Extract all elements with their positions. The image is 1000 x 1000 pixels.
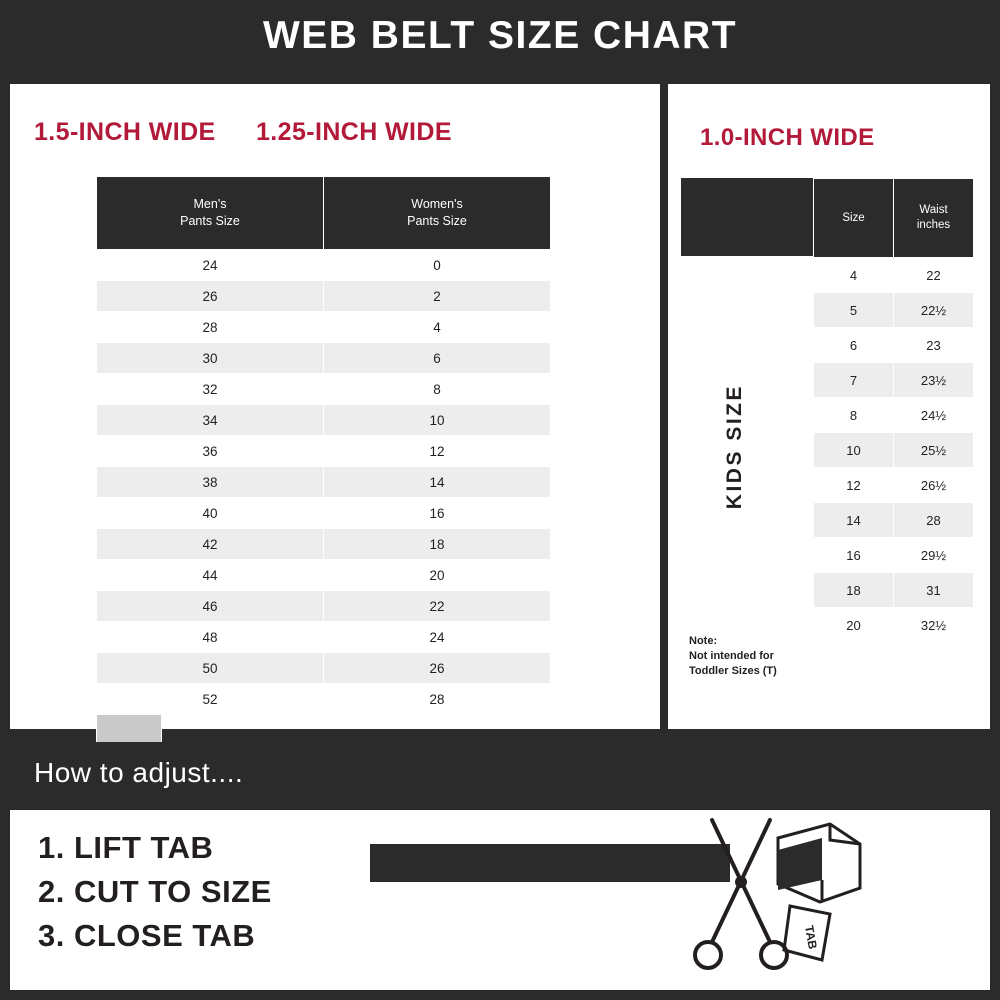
title-bar <box>0 0 1000 72</box>
cell-waist: 22½ <box>894 293 974 328</box>
cell-womens: 20 <box>324 560 551 591</box>
header-womens-line1: Women's <box>411 197 463 212</box>
belt-strap-icon <box>370 844 730 882</box>
cell-waist: 26½ <box>894 468 974 503</box>
table-header-row <box>814 179 974 258</box>
table-row <box>814 398 974 433</box>
header-waist-inches <box>894 179 974 258</box>
cell-mens: 46 <box>97 591 324 622</box>
table-row <box>814 433 974 468</box>
table-row <box>97 250 551 281</box>
adult-group-xlarge-label: X-LARGE <box>183 495 206 603</box>
table-row <box>814 328 974 363</box>
cell-waist: 24½ <box>894 398 974 433</box>
cell-womens: 26 <box>324 653 551 684</box>
cell-womens: 24 <box>324 622 551 653</box>
cell-size: 16 <box>814 538 894 573</box>
cell-womens: 12 <box>324 436 551 467</box>
cell-size: 5 <box>814 293 894 328</box>
cell-waist: 32½ <box>894 608 974 643</box>
adjust-step-3: 3. CLOSE TAB <box>38 918 256 954</box>
cell-size: 14 <box>814 503 894 538</box>
how-to-adjust-bar <box>10 742 990 804</box>
table-row <box>814 363 974 398</box>
cell-womens: 16 <box>324 498 551 529</box>
belt-illustration <box>360 810 980 990</box>
adjust-step-1: 1. LIFT TAB <box>38 830 214 865</box>
table-header-row <box>97 177 551 250</box>
cell-mens: 24 <box>97 250 324 281</box>
cell-size: 18 <box>814 573 894 608</box>
cell-womens: 14 <box>324 467 551 498</box>
cell-womens: 8 <box>324 374 551 405</box>
kids-note-line1: Note: <box>689 635 718 647</box>
cell-mens: 34 <box>97 405 324 436</box>
header-mens-line2: Pants Size <box>180 214 240 228</box>
cell-womens: 4 <box>324 312 551 343</box>
cell-size: 12 <box>814 468 894 503</box>
cell-mens: 44 <box>97 560 324 591</box>
header-womens-line2: Pants Size <box>407 214 467 228</box>
table-row <box>814 503 974 538</box>
table-row <box>814 573 974 608</box>
header-size: Size <box>814 179 894 258</box>
heading-1-25-inch-wide: 1.25-INCH WIDE <box>256 118 452 146</box>
cell-mens: 26 <box>97 281 324 312</box>
scissors-icon <box>695 820 787 968</box>
cell-size: 6 <box>814 328 894 363</box>
table-row <box>97 436 551 467</box>
cell-size: 8 <box>814 398 894 433</box>
table-row <box>97 405 551 436</box>
cell-womens: 22 <box>324 591 551 622</box>
table-row <box>814 468 974 503</box>
header-waist-line1: Waist <box>919 204 948 217</box>
kids-side-header-block <box>681 178 813 256</box>
cell-womens: 18 <box>324 529 551 560</box>
table-row <box>814 608 974 643</box>
table-row <box>97 374 551 405</box>
adult-size-panel <box>10 84 660 729</box>
table-row <box>97 467 551 498</box>
adjust-step-2: 2. CUT TO SIZE <box>38 874 272 910</box>
header-mens-pants-size <box>97 177 324 250</box>
kids-note-line3: Toddler Sizes (T) <box>689 664 777 677</box>
cell-waist: 28 <box>894 503 974 538</box>
table-row <box>97 622 551 653</box>
table-row <box>814 258 974 293</box>
table-row <box>97 281 551 312</box>
cell-mens: 28 <box>97 312 324 343</box>
cell-waist: 31 <box>894 573 974 608</box>
cell-mens: 52 <box>97 684 324 715</box>
cell-waist: 23 <box>894 328 974 363</box>
cell-size: 20 <box>814 608 894 643</box>
tab-flag-label: TAB <box>801 924 820 951</box>
cell-mens: 40 <box>97 498 324 529</box>
cell-mens: 36 <box>97 436 324 467</box>
cell-womens: 2 <box>324 281 551 312</box>
table-row <box>97 653 551 684</box>
cell-size: 4 <box>814 258 894 293</box>
table-row <box>97 312 551 343</box>
tab-flag-icon <box>784 906 830 960</box>
kids-note-line2: Not intended for <box>689 649 774 662</box>
cell-mens: 42 <box>97 529 324 560</box>
table-row <box>97 498 551 529</box>
header-mens-line1: Men's <box>193 197 227 212</box>
header-waist-line2: inches <box>916 219 951 231</box>
adjust-steps-list <box>38 826 272 958</box>
cell-mens: 30 <box>97 343 324 374</box>
page-title: WEB BELT SIZE CHART <box>262 14 738 57</box>
table-row <box>97 560 551 591</box>
kids-group-label: KIDS SIZE <box>723 384 746 510</box>
cell-mens: 48 <box>97 622 324 653</box>
heading-1-0-inch-wide: 1.0-INCH WIDE <box>700 124 875 151</box>
cell-mens: 32 <box>97 374 324 405</box>
adult-size-table <box>96 176 551 715</box>
table-row <box>97 343 551 374</box>
cell-size: 7 <box>814 363 894 398</box>
table-row <box>814 538 974 573</box>
kids-size-table <box>813 178 974 643</box>
kids-size-panel <box>668 84 990 729</box>
cell-womens: 28 <box>324 684 551 715</box>
cell-waist: 23½ <box>894 363 974 398</box>
table-row <box>814 293 974 328</box>
cell-waist: 22 <box>894 258 974 293</box>
table-row <box>97 529 551 560</box>
cell-waist: 29½ <box>894 538 974 573</box>
cell-womens: 6 <box>324 343 551 374</box>
table-row <box>97 591 551 622</box>
cell-waist: 25½ <box>894 433 974 468</box>
how-to-adjust-heading: How to adjust.... <box>34 757 244 788</box>
cell-womens: 10 <box>324 405 551 436</box>
how-to-adjust-panel <box>10 810 990 990</box>
cell-size: 10 <box>814 433 894 468</box>
header-womens-pants-size <box>324 177 551 250</box>
belt-buckle-icon <box>778 824 860 902</box>
cell-mens: 38 <box>97 467 324 498</box>
heading-1-5-inch-wide: 1.5-INCH WIDE <box>34 118 216 146</box>
cell-mens: 50 <box>97 653 324 684</box>
cell-womens: 0 <box>324 250 551 281</box>
table-row <box>97 684 551 715</box>
adult-group-regular-label: REGULAR SIZE <box>117 355 140 534</box>
kids-note <box>689 634 814 679</box>
